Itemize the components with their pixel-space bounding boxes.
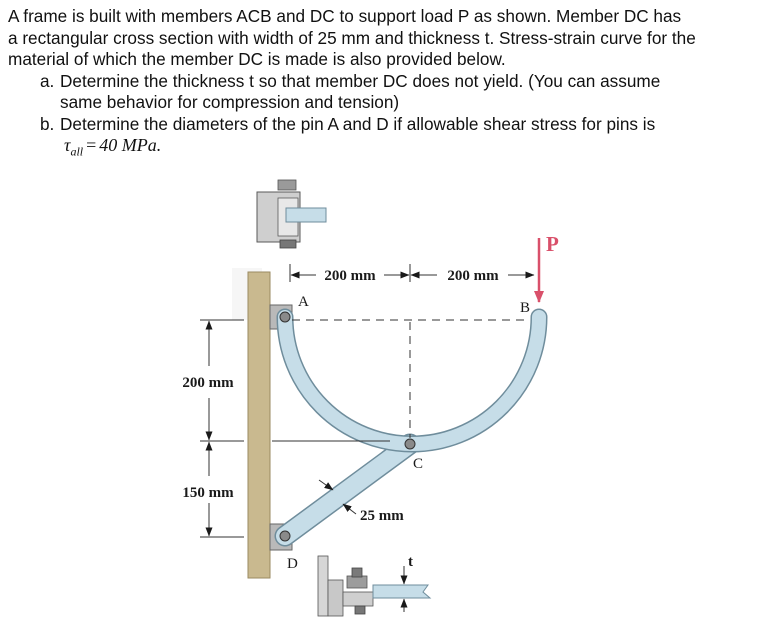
- dim-top-right: 200 mm: [447, 268, 499, 284]
- tau-subscript: all: [70, 144, 84, 159]
- intro-line-1: A frame is built with members ACB and DC to support load P as shown. Member DC has: [8, 6, 682, 26]
- tau-symbol: τ: [64, 135, 71, 155]
- tau-value: 40 MPa.: [99, 135, 162, 155]
- pin-d: [280, 531, 290, 541]
- pin-a: [280, 312, 290, 322]
- part-a-line-1: Determine the thickness t so that member DC does not yield. (You can assume: [60, 70, 661, 91]
- label-c: C: [413, 456, 424, 472]
- wall: [248, 272, 270, 578]
- dim-left-lower: 150 mm: [182, 485, 234, 501]
- label-b: B: [520, 300, 531, 316]
- dim-width-arrow-1: [319, 480, 333, 490]
- member-acb: [285, 317, 539, 444]
- part-b-line-1: Determine the diameters of the pin A and D if allowable shear stress for pins is: [60, 113, 656, 134]
- dim-width: 25 mm: [360, 508, 404, 524]
- dim-left-upper: 200 mm: [182, 375, 234, 391]
- label-a: A: [298, 294, 309, 310]
- intro-line-2: a rectangular cross section with width of 25 mm and thickness t. Stress-strain curve for the: [8, 27, 696, 48]
- part-a-label: a.: [40, 70, 55, 91]
- label-t: t: [408, 554, 413, 570]
- member-acb-outline: [285, 317, 539, 444]
- pin-c: [405, 439, 415, 449]
- pin-detail-top: [257, 180, 326, 248]
- intro-line-3: material of which the member DC is made is also provided below.: [8, 49, 506, 69]
- label-p: P: [546, 232, 559, 256]
- label-d: D: [287, 556, 298, 572]
- dim-top-left: 200 mm: [324, 268, 376, 284]
- part-a-line-2: same behavior for compression and tension): [60, 92, 400, 112]
- pin-detail-bottom: [318, 556, 430, 616]
- tau-equals: =: [86, 135, 97, 155]
- part-b-label: b.: [40, 113, 55, 134]
- dim-width-arrow-2: [343, 504, 356, 514]
